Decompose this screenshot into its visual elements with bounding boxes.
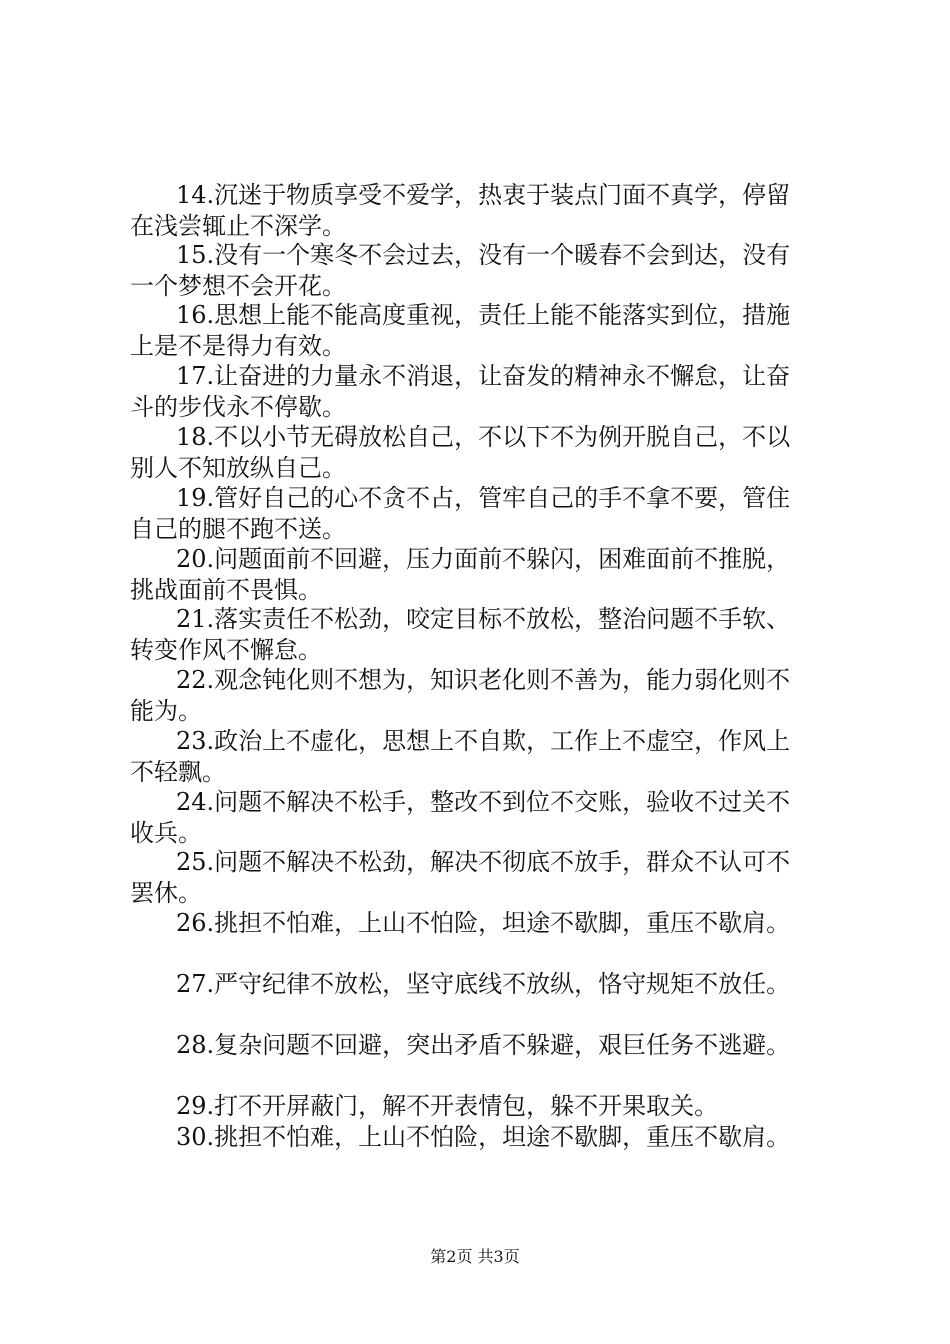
item-text-line: 19.管好自己的心不贪不占，管牢自己的手不拿不要，管住: [176, 484, 791, 512]
item-text-line: 20.问题面前不回避，压力面前不躲闪，困难面前不推脱，: [176, 545, 791, 573]
list-item: [130, 300, 830, 362]
list-item: [130, 422, 830, 484]
item-text-line: 28.复杂问题不回避，突出矛盾不躲避，艰巨任务不逃避。: [176, 1031, 791, 1059]
list-item: [130, 240, 830, 302]
item-text-line: 不轻飘。: [130, 758, 226, 786]
list-item: [130, 1122, 830, 1184]
list-item: [130, 604, 830, 666]
item-text-line: [130, 939, 830, 970]
list-item: [130, 726, 830, 788]
item-text-line: 转变作风不懈怠。: [130, 636, 322, 664]
item-text-line: 27.严守纪律不放松，坚守底线不放纵，恪守规矩不放任。: [176, 970, 791, 998]
item-text-line: 15.没有一个寒冬不会过去，没有一个暖春不会到达，没有: [176, 241, 791, 269]
item-text-line: 能为。: [130, 697, 202, 725]
item-text-line: 21.落实责任不松劲，咬定目标不放松，整治问题不手软、: [176, 605, 791, 633]
item-text-line: 罢休。: [130, 879, 202, 907]
list-item: [130, 665, 830, 727]
list-item: [130, 180, 830, 242]
item-text-line: [130, 1153, 830, 1184]
list-item: [130, 908, 830, 970]
page-footer: 第2页 共3页: [430, 1247, 520, 1266]
item-text-line: 别人不知放纵自己。: [130, 454, 346, 482]
list-item: [130, 847, 830, 909]
item-text-line: 在浅尝辄止不深学。: [130, 212, 346, 240]
item-text-line: 16.思想上能不能高度重视，责任上能不能落实到位，措施: [176, 301, 791, 329]
item-text-line: 26.挑担不怕难，上山不怕险，坦途不歇脚，重压不歇肩。: [176, 909, 791, 937]
list-item: [130, 483, 830, 545]
item-text-line: 上是不是得力有效。: [130, 332, 346, 360]
list-item: [130, 969, 830, 1031]
list-item: [130, 787, 830, 849]
item-text-line: 17.让奋进的力量永不消退，让奋发的精神永不懈怠，让奋: [176, 362, 791, 390]
item-text-line: 收兵。: [130, 819, 202, 847]
item-text-line: 23.政治上不虚化，思想上不自欺，工作上不虚空，作风上: [176, 727, 791, 755]
item-text-line: 自己的腿不跑不送。: [130, 515, 346, 543]
item-text-line: 挑战面前不畏惧。: [130, 576, 322, 604]
item-text-line: [130, 1000, 830, 1031]
item-text-line: 29.打不开屏蔽门，解不开表情包，躲不开果取关。: [176, 1092, 719, 1120]
list-item: [130, 1030, 830, 1092]
item-text-line: 22.观念钝化则不想为，知识老化则不善为，能力弱化则不: [176, 666, 791, 694]
item-text-line: 24.问题不解决不松手，整改不到位不交账，验收不过关不: [176, 788, 791, 816]
item-text-line: 斗的步伐永不停歇。: [130, 393, 346, 421]
item-text-line: 18.不以小节无碍放松自己，不以下不为例开脱自己，不以: [176, 423, 791, 451]
item-text-line: 30.挑担不怕难，上山不怕险，坦途不歇脚，重压不歇肩。: [176, 1123, 791, 1151]
list-item: [130, 361, 830, 423]
item-text-line: [130, 1061, 830, 1092]
item-text-line: 14.沉迷于物质享受不爱学，热衷于装点门面不真学，停留: [176, 181, 791, 209]
item-text-line: 一个梦想不会开花。: [130, 272, 346, 300]
list-item: [130, 544, 830, 606]
item-text-line: 25.问题不解决不松劲，解决不彻底不放手，群众不认可不: [176, 848, 791, 876]
